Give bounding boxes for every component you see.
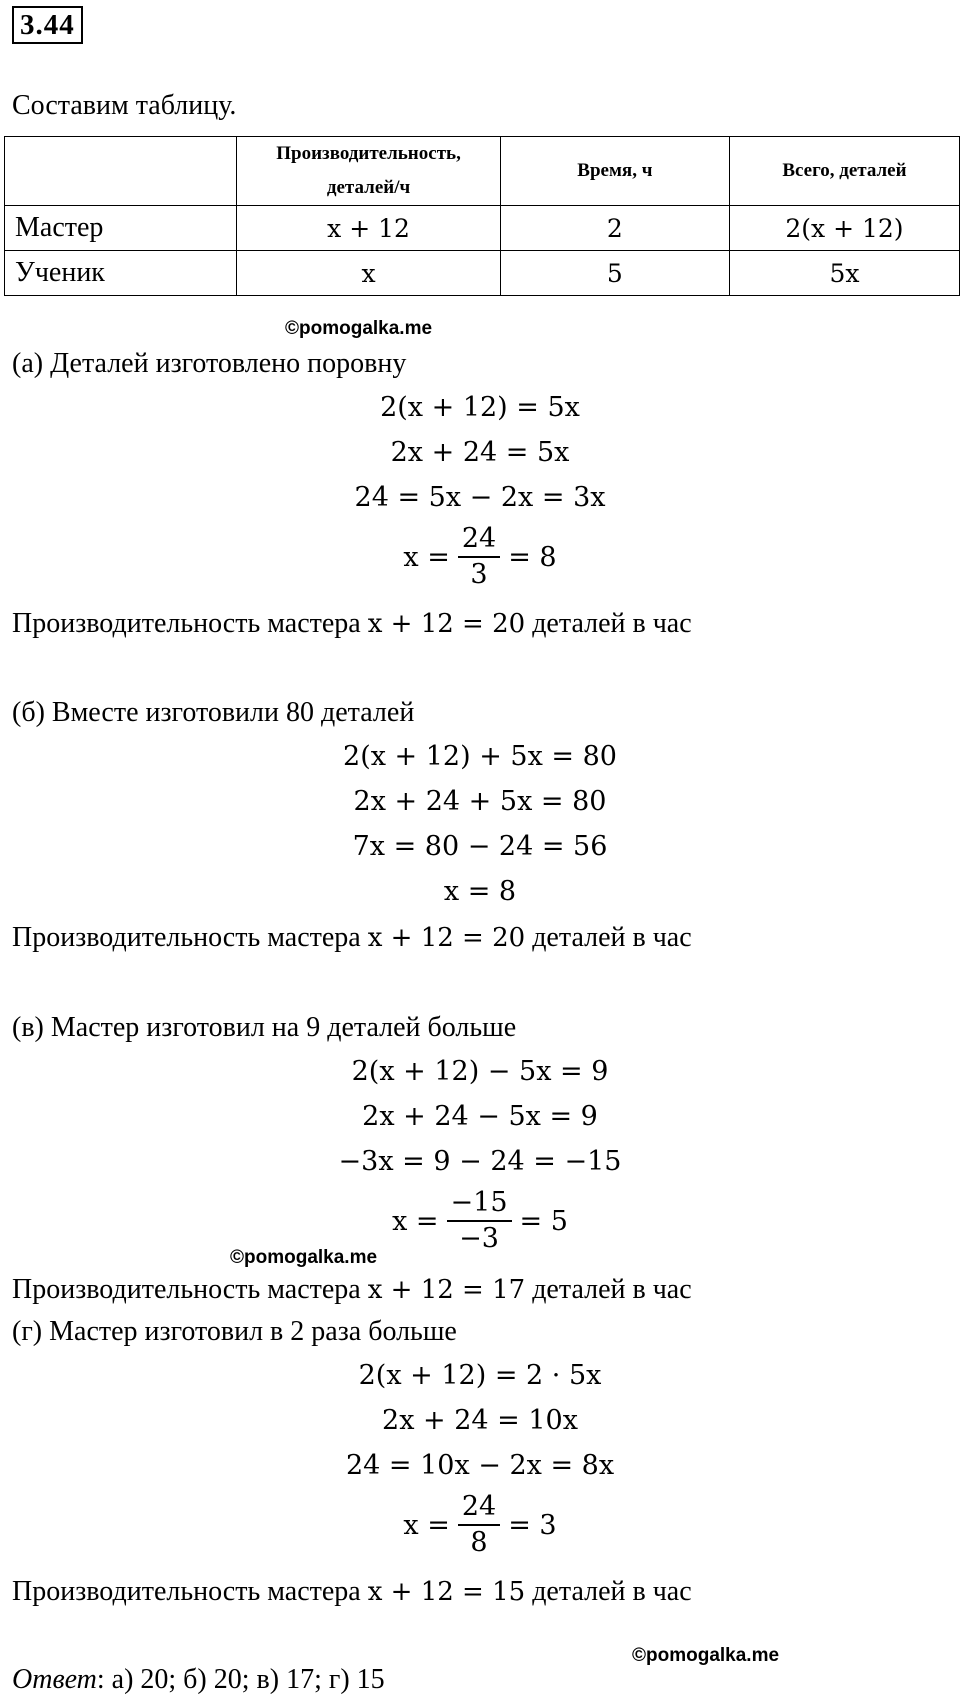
table-header-rate-line2: деталей/ч (326, 177, 411, 198)
part-c-result-math: x + 12 = 17 (367, 1275, 526, 1305)
watermark: ©pomogalka.me (285, 318, 433, 339)
answer-text: : а) 20; б) 20; в) 17; г) 15 (96, 1664, 385, 1695)
table-cell-total: 5x (729, 251, 959, 296)
part-b-eq4: x = 8 (443, 876, 517, 907)
part-d-result-unit: деталей в час (532, 1576, 692, 1607)
answer-line (12, 1664, 385, 1696)
part-c-result (12, 1274, 692, 1306)
part-c-result-unit: деталей в час (532, 1274, 692, 1305)
part-b-result-math: x + 12 = 20 (367, 923, 526, 953)
part-b-eq1: 2(x + 12) + 5x = 80 (343, 741, 617, 772)
part-a-result-text: Производительность мастера (12, 608, 361, 639)
table-cell-rate: x (237, 251, 501, 296)
table-row (5, 251, 960, 296)
watermark: ©pomogalka.me (632, 1645, 780, 1666)
part-b-eq2: 2x + 24 + 5x = 80 (353, 786, 607, 817)
table-cell-name: Ученик (5, 251, 237, 296)
part-b-result-text: Производительность мастера (12, 922, 361, 953)
problem-number: 3.44 (12, 6, 83, 44)
part-d-fraction-numerator: 24 (458, 1490, 500, 1526)
part-a-fraction (458, 522, 500, 592)
answer-label: Ответ (12, 1664, 97, 1695)
intro-text: Составим таблицу. (12, 90, 237, 121)
table-header-rate (237, 137, 501, 206)
table-header-rate-line1: Производительность, (276, 143, 461, 164)
table-cell-time: 5 (500, 251, 729, 296)
part-a-eq3: 24 = 5x − 2x = 3x (354, 482, 606, 513)
part-c-fraction-numerator: −15 (447, 1186, 512, 1222)
table-header-row (5, 137, 960, 206)
part-a-eq4-left: x = (403, 541, 450, 573)
part-a-fraction-numerator: 24 (458, 522, 500, 558)
part-a-eq1: 2(x + 12) = 5x (380, 392, 580, 423)
part-d-eq2: 2x + 24 = 10x (382, 1405, 578, 1436)
part-d-result-text: Производительность мастера (12, 1576, 361, 1607)
table-header-time: Время, ч (500, 137, 729, 206)
part-a-result (12, 608, 692, 640)
table-cell-rate: x + 12 (237, 206, 501, 251)
part-d-result (12, 1576, 692, 1608)
part-a-result-math: x + 12 = 20 (367, 609, 526, 639)
table-header-total: Всего, деталей (729, 137, 959, 206)
table-cell-name: Мастер (5, 206, 237, 251)
table-cell-time: 2 (500, 206, 729, 251)
part-c-fraction-denominator: −3 (459, 1223, 499, 1254)
part-d-eq1: 2(x + 12) = 2 · 5x (358, 1360, 602, 1391)
part-b-eq3: 7x = 80 − 24 = 56 (352, 831, 608, 862)
part-b-result-unit: деталей в час (532, 922, 692, 953)
part-b-result (12, 922, 692, 954)
part-c-eq4 (0, 1186, 960, 1256)
part-a-eq4-right: = 8 (508, 541, 557, 573)
part-d-eq4-right: = 3 (508, 1509, 557, 1541)
part-c-heading: (в) Мастер изготовил на 9 деталей больше (12, 1012, 517, 1043)
part-d-result-math: x + 12 = 15 (367, 1577, 526, 1607)
part-a-eq2: 2x + 24 = 5x (390, 437, 570, 468)
part-d-eq3: 24 = 10x − 2x = 8x (345, 1450, 615, 1481)
part-a-result-unit: деталей в час (532, 608, 692, 639)
table-row (5, 206, 960, 251)
part-c-eq1: 2(x + 12) − 5x = 9 (351, 1056, 609, 1087)
part-a-fraction-denominator: 3 (470, 559, 488, 590)
part-d-eq4 (0, 1490, 960, 1560)
part-d-fraction-denominator: 8 (470, 1527, 488, 1558)
part-c-result-text: Производительность мастера (12, 1274, 361, 1305)
part-d-heading: (г) Мастер изготовил в 2 раза больше (12, 1316, 457, 1347)
part-b-heading: (б) Вместе изготовили 80 деталей (12, 697, 415, 728)
table-cell-total: 2(x + 12) (729, 206, 959, 251)
part-c-fraction (447, 1186, 512, 1256)
table-header-empty (5, 137, 237, 206)
part-d-fraction (458, 1490, 500, 1560)
part-c-eq2: 2x + 24 − 5x = 9 (362, 1101, 598, 1132)
part-a-eq4 (0, 522, 960, 592)
part-d-eq4-left: x = (403, 1509, 450, 1541)
data-table (4, 136, 960, 296)
watermark: ©pomogalka.me (230, 1247, 378, 1268)
part-c-eq4-right: = 5 (519, 1205, 568, 1237)
part-a-heading: (а) Деталей изготовлено поровну (12, 348, 407, 379)
part-c-eq4-left: x = (392, 1205, 439, 1237)
part-c-eq3: −3x = 9 − 24 = −15 (338, 1146, 622, 1177)
